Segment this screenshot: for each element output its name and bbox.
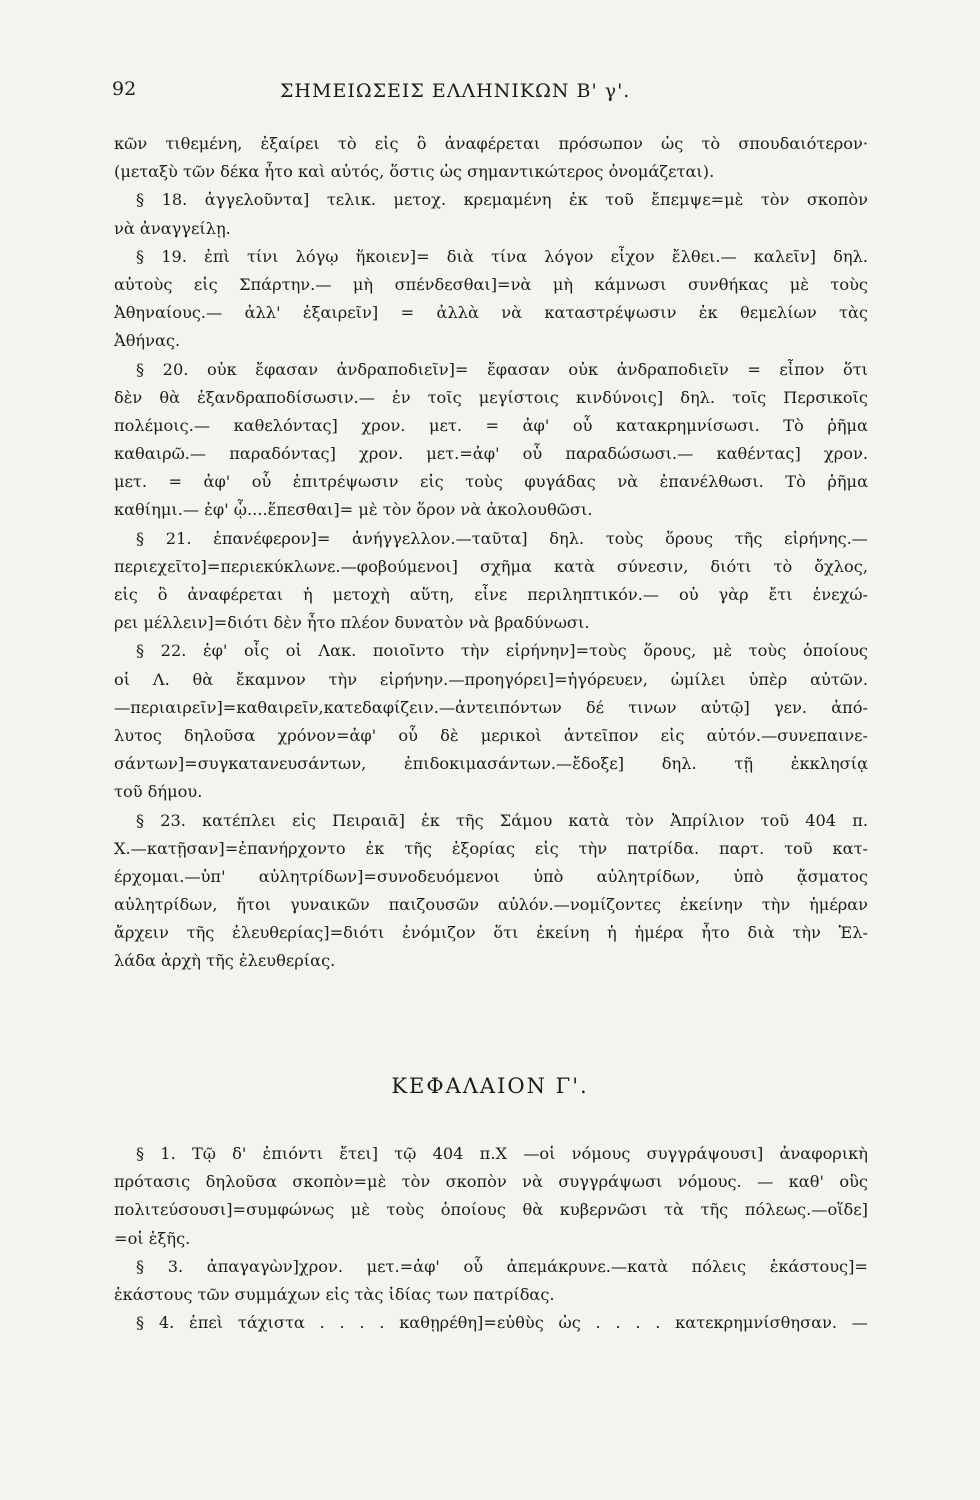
- text-line: ἄρχειν τῆς ἐλευθερίας]=διότι ἐνόμιζον ὅτι ἐκείνη ἡ ἡμέρα ἦτο διὰ τὴν Ἑλ-: [114, 923, 868, 943]
- text-line: πολιτεύσουσι]=συμφώνως μὲ τοὺς ὁποίους θὰ κυβερνῶσι τὰ τῆς πόλεως.—οἵδε]: [114, 1200, 868, 1220]
- text-line: ρει μέλλειν]=διότι δὲν ἦτο πλέον δυνατὸν νὰ βραδύνωσι.: [114, 613, 590, 633]
- text-line: Ἀθηναίους.— ἀλλ' ἐξαιρεῖν] = ἀλλὰ νὰ καταστρέψωσιν ἐκ θεμελίων τὰς: [114, 303, 868, 323]
- text-line: λάδα ἀρχὴ τῆς ἐλευθερίας.: [114, 951, 336, 971]
- text-line: —περιαιρεῖν]=καθαιρεῖν,κατεδαφίζειν.—ἀντειπόντων δέ τινων αὐτῷ] γεν. ἀπό-: [114, 697, 868, 717]
- text-line: περιεχεῖτο]=περιεκύκλωνε.—φοβούμενοι] σχῆμα κατὰ σύνεσιν, διότι τὸ ὄχλος,: [114, 556, 868, 576]
- text-line: αὐλητρίδων, ἤτοι γυναικῶν παιζουσῶν αὐλόν.—νομίζοντες ἐκείνην τὴν ἡμέραν: [114, 895, 868, 915]
- text-line: έρχομαι.—ὑπ' αὐλητρίδων]=συνοδευόμενοι ὑπὸ αὐλητρίδων, ὑπὸ ᾄσματος: [114, 866, 868, 886]
- notes-section-b: [114, 130, 868, 976]
- text-line: § 4. ἐπεὶ τάχιστα . . . . καθῃρέθη]=εὐθὺς ὡς . . . . κατεκρημνίσθησαν. —: [136, 1313, 868, 1333]
- text-line: § 20. οὐκ ἔφασαν ἀνδραποδιεῖν]= ἔφασαν οὐκ ἀνδραποδιεῖν = εἶπον ὅτι: [136, 359, 868, 379]
- text-line: § 19. ἐπὶ τίνι λόγῳ ἥκοιεν]= διὰ τίνα λόγον εἶχον ἔλθει.— καλεῖν] δηλ.: [136, 246, 868, 266]
- text-line: ἑκάστους τῶν συμμάχων εἰς τὰς ἰδίας των πατρίδας.: [114, 1284, 555, 1304]
- text-line: § 22. ἐφ' οἷς οἱ Λακ. ποιοῖντο τὴν εἰρήνην]=τοὺς ὅρους, μὲ τοὺς ὁποίους: [136, 641, 868, 661]
- text-line: § 23. κατέπλει εἰς Πειραιᾶ] ἐκ τῆς Σάμου κατὰ τὸν Ἀπρίλιον τοῦ 404 π.: [136, 810, 868, 830]
- text-line: λυτος δηλοῦσα χρόνον=ἀφ' οὗ δὲ μερικοὶ ἀντεῖπον εἰς αὐτόν.—συνεπαινε-: [114, 725, 868, 745]
- text-line: § 3. ἀπαγαγὼν]χρον. μετ.=ἀφ' οὗ ἀπεμάκρυνε.—κατὰ πόλεις ἑκάστους]=: [136, 1256, 868, 1276]
- text-line: οἱ Λ. θὰ ἔκαμνον τὴν εἰρήνην.—προηγόρει]=ἠγόρευεν, ὡμίλει ὑπὲρ αὐτῶν.: [114, 669, 868, 689]
- text-line: πρότασις δηλοῦσα σκοπὸν=μὲ τὸν σκοπὸν νὰ συγγράψωσι νόμους. — καθ' οὓς: [114, 1172, 868, 1192]
- text-line: δὲν θὰ ἐξανδραποδίσωσιν.— ἐν τοῖς μεγίστοις κινδύνοις] δηλ. τοῖς Περσικοῖς: [114, 387, 868, 407]
- text-line: § 1. Τῷ δ' ἐπιόντι ἔτει] τῷ 404 π.Χ —οἱ νόμους συγγράψουσι] ἀναφορικὴ: [136, 1144, 868, 1163]
- text-line: πολέμοις.— καθελόντας] χρον. μετ. = ἀφ' οὗ κατακρημνίσωσι. Τὸ ῥῆμα: [114, 415, 868, 435]
- chapter-heading: ΚΕΦΑΛΑΙΟΝ Γ'.: [391, 1074, 589, 1098]
- text-line: σάντων]=συγκατανευσάντων, ἐπιδοκιμασάντων.—ἔδοξε] δηλ. τῇ ἐκκλησίᾳ: [114, 754, 868, 774]
- text-line: κῶν τιθεμένη, ἐξαίρει τὸ εἰς ὃ ἀναφέρεται πρόσωπον ὡς τὸ σπουδαιότερον·: [114, 134, 868, 153]
- text-line: τοῦ δήμου.: [114, 782, 203, 802]
- text-line: § 18. ἀγγελοῦντα] τελικ. μετοχ. κρεμαμένη ἐκ τοῦ ἔπεμψε=μὲ τὸν σκοπὸν: [136, 190, 868, 210]
- text-line: μετ. = ἀφ' οὗ ἐπιτρέψωσιν εἰς τοὺς φυγάδας νὰ ἐπανέλθωσι. Τὸ ῥῆμα: [114, 472, 868, 492]
- text-line: § 21. ἐπανέφερον]= ἀνήγγελλον.—ταῦτα] δηλ. τοὺς ὅρους τῆς εἰρήνης.—: [136, 528, 868, 548]
- text-line: αὐτοὺς εἰς Σπάρτην.— μὴ σπένδεσθαι]=νὰ μὴ κάμνωσι συνθήκας μὲ τοὺς: [114, 274, 868, 294]
- text-line: Χ.—κατῇσαν]=ἐπανήρχοντο ἐκ τῆς ἐξορίας εἰς τὴν πατρίδα. παρτ. τοῦ κατ-: [114, 838, 868, 858]
- notes-section-c: [114, 1140, 868, 1337]
- page-number: 92: [112, 78, 137, 100]
- text-line: =οἱ ἑξῆς.: [114, 1228, 191, 1248]
- text-line: νὰ ἀναγγείλῃ.: [114, 218, 231, 238]
- text-line: Ἀθήνας.: [114, 331, 181, 351]
- text-line: εἰς ὃ ἀναφέρεται ἡ μετοχὴ αὕτη, εἶνε περιληπτικόν.— οὐ γὰρ ἔτι ἐνεχώ-: [114, 585, 868, 604]
- text-line: καθαιρῶ.— παραδόντας] χρον. μετ.=ἀφ' οὗ παραδώσωσι.— καθέντας] χρον.: [114, 444, 868, 464]
- text-line: (μεταξὺ τῶν δέκα ἦτο καὶ αὐτός, ὅστις ὡς σημαντικώτερος ὀνομάζεται).: [114, 162, 715, 182]
- running-head: ΣΗΜΕΙΩΣΕΙΣ ΕΛΛΗΝΙΚΩΝ Β' γ'.: [280, 80, 631, 102]
- text-line: καθίημι.— ἐφ' ᾧ....ἕπεσθαι]= μὲ τὸν ὅρον νὰ ἀκολουθῶσι.: [114, 500, 593, 520]
